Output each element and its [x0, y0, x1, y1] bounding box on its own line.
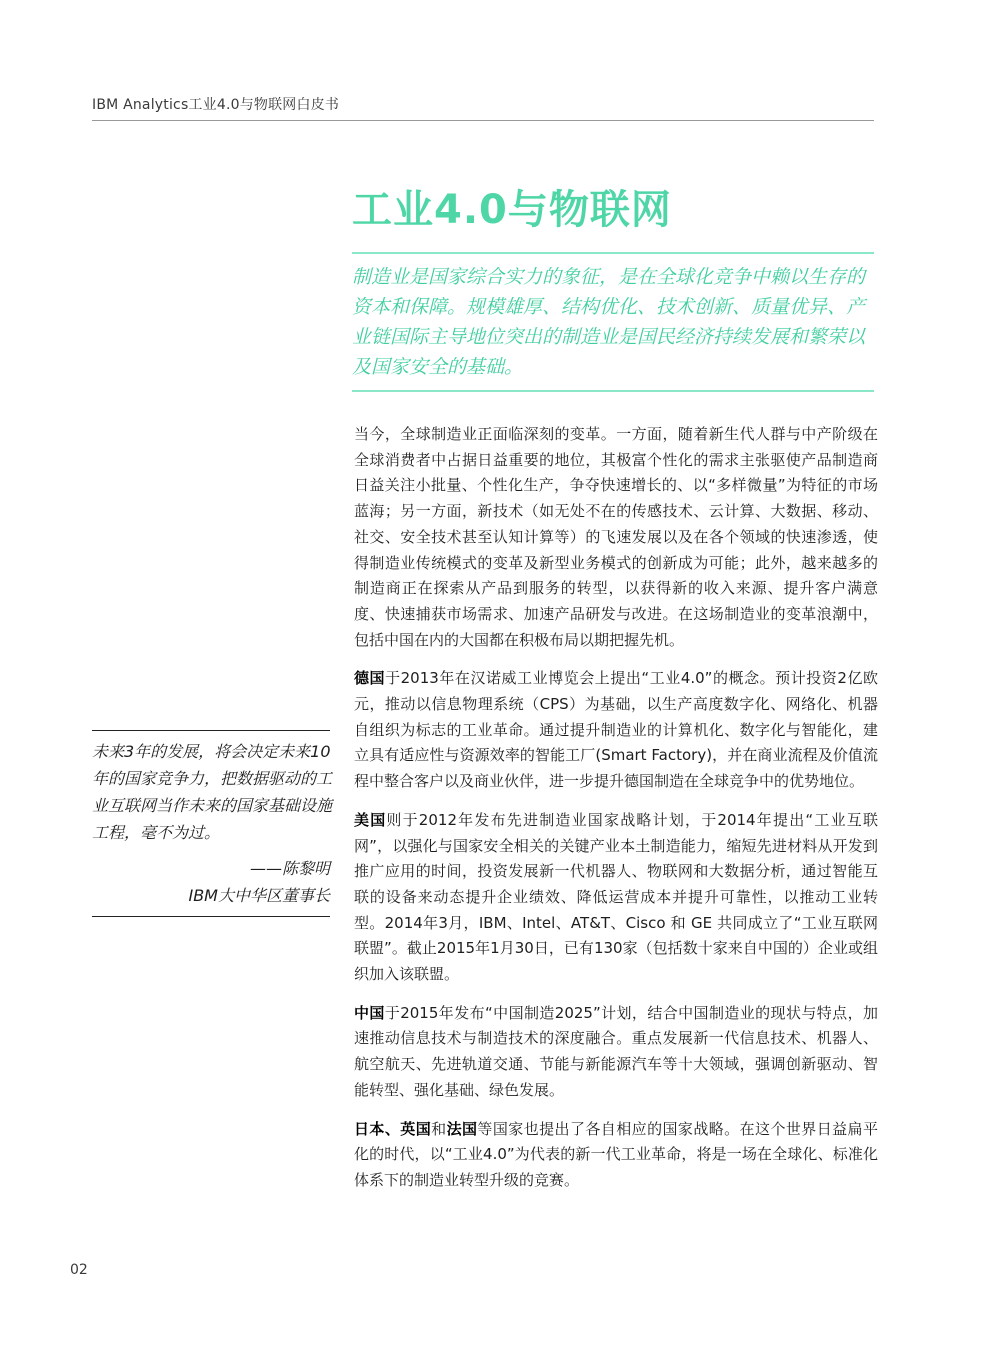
country-germany: 德国 [354, 669, 386, 688]
page-number: 02 [70, 1262, 88, 1278]
paragraph-china [354, 1001, 878, 1104]
quote-author: ——陈黎明 [249, 859, 330, 878]
country-japan-uk: 日本、英国 [354, 1119, 432, 1138]
paragraph-intro: 当今，全球制造业正面临深刻的变革。一方面，随着新生代人群与中产阶级在全球消费者中占据日益重要的地位，其极富个性化的需求主张驱使产品制造商日益关注小批量、个性化生产，争夺快速增长的、以“多样微量”为特征的市场蓝海；另一方面，新技术（如无处不在的传感技术、云计算、大数据、移动、社交、安全技术甚至认知计算等）的飞速发展以及在各个领域的快速渗透，使得制造业传统模式的变革及新型业务模式的创新成为可能；此外，越来越多的制造商正在探索从产品到服务的转型，以获得新的收入来源、提升客户满意度、快速捕获市场需求、加速产品研发与改进。在这场制造业的变革浪潮中，包括中国在内的大国都在积极布局以期把握先机。 [354, 425, 878, 649]
paragraph-germany [354, 666, 878, 795]
paragraph-usa-text: 则于2012年发布先进制造业国家战略计划，于2014年提出“工业互联网”，以强化与国家安全相关的关键产业本土制造能力，缩短先进材料从开发到推广应用的时间，投资发展新一代机器人、物联网和大数据分析，通过智能互联的设备来动态提升企业绩效、降低运营成本并提升可靠性，以推动工业转型。2014年3月，IBM、Intel、AT&T、Cisco 和 GE 共同成立了“工业互联网联盟”。截止2015年1月30日，已有130家（包括数十家来自中国的）企业或组织加入该联盟。 [354, 810, 878, 984]
quote-author-role: IBM大中华区董事长 [188, 886, 330, 905]
page-title: 工业4.0与物联网 [352, 187, 672, 233]
paragraph-others-text: 等国家也提出了各自相应的国家战略。在这个世界日益扁平化的时代，以“工业4.0”为代表的新一代工业革命，将是一场在全球化、标准化体系下的制造业转型升级的竞赛。 [354, 1119, 878, 1189]
body-text [354, 422, 878, 1207]
lead-divider-bottom [352, 390, 874, 392]
pull-quote: 未来3年的发展，将会决定未来10年的国家竞争力，把数据驱动的工业互联网当作未来的国家基础设施工程，毫不为过。 [92, 742, 333, 842]
conjunction: 和 [431, 1119, 447, 1138]
paragraph-china-text: 于2015年发布“中国制造2025”计划，结合中国制造业的现状与特点，加速推动信息技术与制造技术的深度融合。重点发展新一代信息技术、机器人、航空航天、先进轨道交通、节能与新能源汽车等十大领域，强调创新驱动、智能转型、强化基础、绿色发展。 [354, 1003, 878, 1099]
lead-divider-top [352, 252, 874, 254]
country-china: 中国 [354, 1003, 385, 1022]
country-usa: 美国 [354, 810, 387, 829]
paragraph-usa [354, 808, 878, 988]
lead-paragraph: 制造业是国家综合实力的象征，是在全球化竞争中赖以生存的资本和保障。规模雄厚、结构优化、技术创新、质量优异、产业链国际主导地位突出的制造业是国民经济持续发展和繁荣以及国家安全的基础。 [352, 266, 866, 378]
running-header: IBM Analytics工业4.0与物联网白皮书 [92, 97, 340, 113]
quote-divider-bottom [92, 916, 330, 917]
paragraph-germany-text: 于2013年在汉诺威工业博览会上提出“工业4.0”的概念。预计投资2亿欧元，推动以信息物理系统（CPS）为基础，以生产高度数字化、网络化、机器自组织为标志的工业革命。通过提升制造业的计算机化、数字化与智能化，建立具有适应性与资源效率的智能工厂(Smart Factory)，并在商业流程及价值流程中整合客户以及商业伙伴，进一步提升德国制造在全球竞争中的优势地位。 [354, 669, 878, 791]
header-divider [92, 120, 874, 121]
paragraph-others [354, 1117, 878, 1194]
quote-divider-top [92, 730, 330, 731]
country-france: 法国 [446, 1119, 478, 1138]
